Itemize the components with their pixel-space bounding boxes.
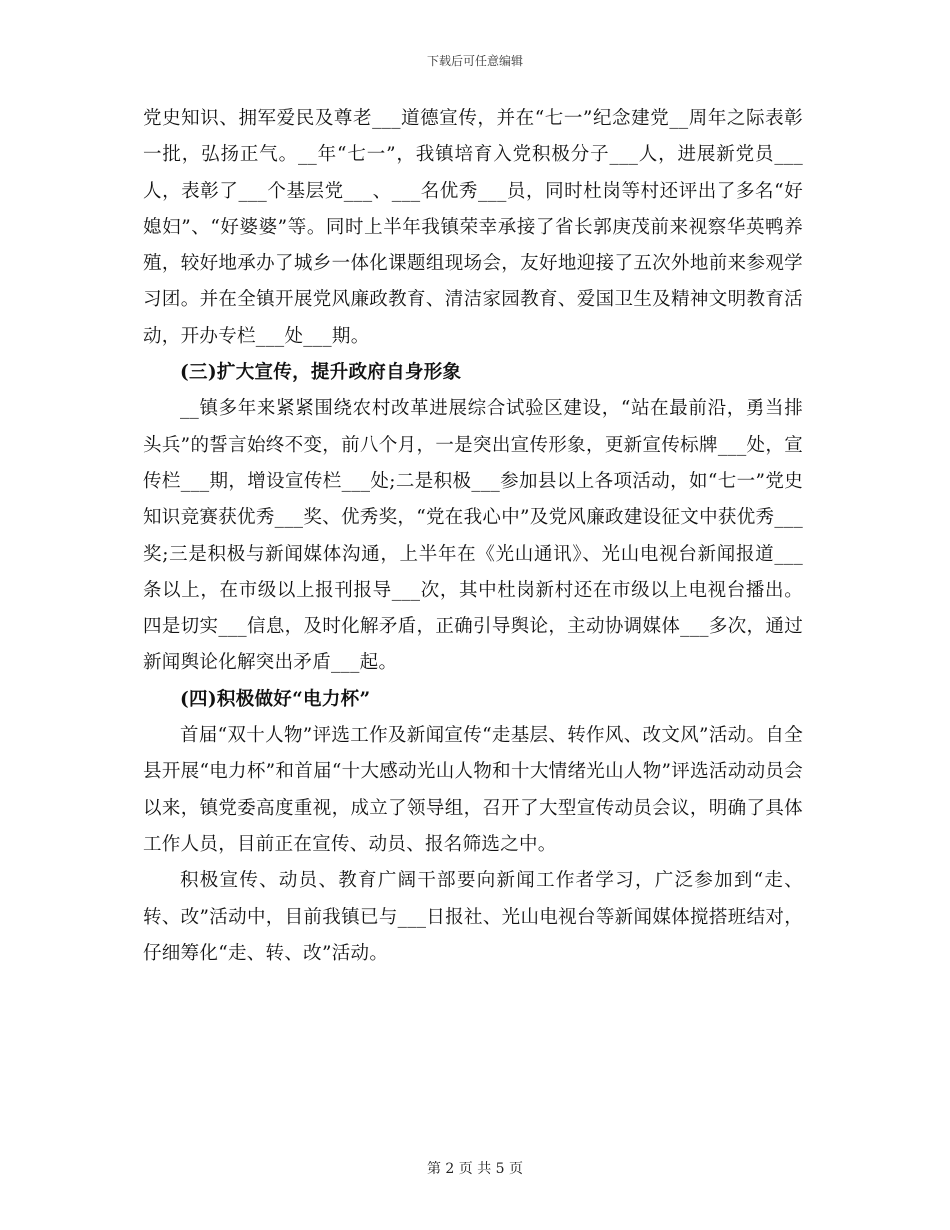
paragraph-4: 积极宣传、动员、教育广阔干部要向新闻工作者学习，广泛参加到“走、转、改”活动中，目前我镇已与___日报社、光山电视台等新闻媒体搅搭班结对，仔细筹化“走、转、改”活动。 (143, 870, 803, 964)
page-footer: 第 2 页 共 5 页 (426, 1161, 524, 1177)
paragraph-1: 党史知识、拥军爱民及尊老___道德宣传，并在“七一”纪念建党__周年之际表彰一批，弘扬正气。__年“七一”，我镇培育入党积极分子___人，进展新党员___人，表彰了___个基层党___、___名优秀___员，同时杜岗等村还评出了多名“好媳妇”、“好婆婆”等。同时上半年我镇荣幸承接了省长郭庚茂前来视察华英鸭养殖，较好地承办了城乡一体化课题组现场会，友好地迎接了五次外地前来参观学习团。并在全镇开展党风廉政教育、清洁家园教育、爱国卫生及精神文明教育活动，开办专栏___处___期。 (143, 108, 803, 347)
page-header: 下载后可任意编辑 (426, 54, 523, 68)
paragraph-3: 首届“双十人物”评选工作及新闻宣传“走基层、转作风、改文风”活动。自全县开展“电力杯”和首届“十大感动光山人物和十大情绪光山人物”评选活动动员会以来，镇党委高度重视，成立了领导组，召开了大型宣传动员会议，明确了具体工作人员，目前正在宣传、动员、报名筛选之中。 (143, 725, 803, 855)
paragraph-2: __镇多年来紧紧围绕农村改革进展综合试验区建设，“站在最前沿，勇当排头兵”的誓言始终不变，前八个月，一是突出宣传形象，更新宣传标牌___处，宣传栏___期，增设宣传栏___处;二是积极___参加县以上各项活动，如“七一”党史知识竞赛获优秀___奖、优秀奖，“党在我心中”及党风廉政建设征文中获优秀___奖;三是积极与新闻媒体沟通，上半年在《光山通讯》、光山电视台新闻报道___条以上，在市级以上报刊报导___次，其中杜岗新村还在市级以上电视台播出。四是切实___信息，及时化解矛盾，正确引导舆论，主动协调媒体___多次，通过新闻舆论化解突出矛盾___起。 (143, 398, 803, 674)
section-heading-3: (三)扩大宣传，提升政府自身形象 (180, 362, 462, 384)
section-heading-4: (四)积极做好“电力杯” (180, 688, 371, 710)
document-body (143, 101, 803, 972)
